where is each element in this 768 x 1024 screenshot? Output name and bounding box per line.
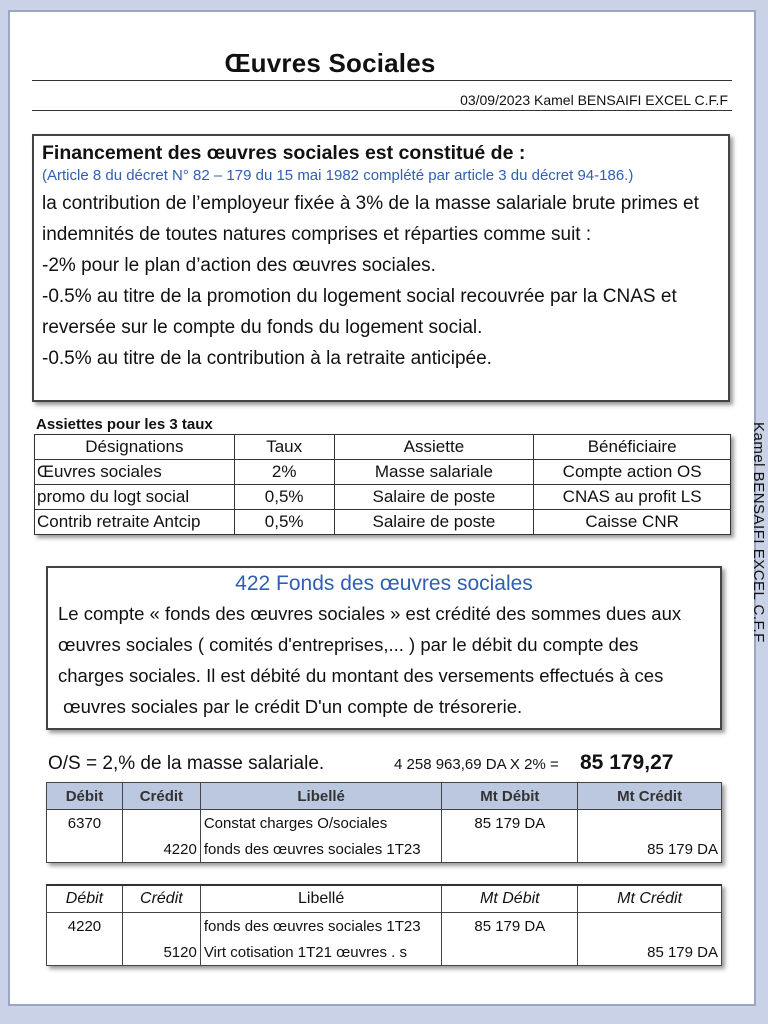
byline-rule xyxy=(32,110,732,111)
table-row xyxy=(35,485,731,510)
financement-line: -0.5% au titre de la contribution à la retraite anticipée. xyxy=(42,348,492,369)
financement-line: indemnités de toutes natures comprises et réparties comme suit : xyxy=(42,224,592,245)
table-cell: 4220 xyxy=(122,836,200,863)
table-cell: Masse salariale xyxy=(334,460,534,485)
financement-box xyxy=(32,134,730,402)
header-cell: Mt Crédit xyxy=(578,885,722,913)
byline: 03/09/2023 Kamel BENSAIFI EXCEL C.F.F xyxy=(460,92,728,108)
header-cell: Taux xyxy=(234,435,334,460)
table-cell: 2% xyxy=(234,460,334,485)
table-cell: Œuvres sociales xyxy=(35,460,235,485)
table-row xyxy=(47,810,722,837)
table-cell: promo du logt social xyxy=(35,485,235,510)
table-cell xyxy=(578,810,722,837)
table-cell xyxy=(47,939,123,966)
table-header-row xyxy=(35,435,731,460)
table-cell xyxy=(578,913,722,940)
table-header-row xyxy=(47,885,722,913)
table-cell: 85 179 DA xyxy=(442,810,578,837)
table-cell xyxy=(442,836,578,863)
table-header-row xyxy=(47,783,722,810)
header-cell: Mt Débit xyxy=(442,783,578,810)
ecriture-table-1 xyxy=(46,782,722,863)
ecriture-table-2 xyxy=(46,884,722,966)
header-cell: Mt Crédit xyxy=(578,783,722,810)
assiettes-caption: Assiettes pour les 3 taux xyxy=(36,416,213,433)
table-cell xyxy=(122,810,200,837)
fonds-line: Le compte « fonds des œuvres sociales » est crédité des sommes dues aux xyxy=(58,603,682,624)
header-cell: Crédit xyxy=(122,885,200,913)
fonds-line: œuvres sociales ( comités d'entreprises,... ) par le débit du compte des xyxy=(58,634,639,655)
table-row xyxy=(35,460,731,485)
assiettes-table xyxy=(34,434,731,535)
header-cell: Mt Débit xyxy=(442,885,578,913)
header-cell: Débit xyxy=(47,885,123,913)
table-row xyxy=(35,510,731,535)
table-cell: Salaire de poste xyxy=(334,510,534,535)
financement-heading: Financement des œuvres sociales est constitué de : xyxy=(42,142,526,164)
table-cell: Compte action OS xyxy=(534,460,731,485)
calc-result: 85 179,27 xyxy=(580,751,674,774)
calc-expression: 4 258 963,69 DA X 2% = xyxy=(394,756,559,773)
table-cell: fonds des œuvres sociales 1T23 xyxy=(200,836,442,863)
page-title: Œuvres Sociales xyxy=(224,48,436,78)
header-cell: Débit xyxy=(47,783,123,810)
table-cell xyxy=(122,913,200,940)
table-cell: 4220 xyxy=(47,913,123,940)
header-cell: Bénéficiaire xyxy=(534,435,731,460)
financement-line: reversée sur le compte du fonds du logement social. xyxy=(42,317,483,338)
table-cell: Caisse CNR xyxy=(534,510,731,535)
table-cell: 0,5% xyxy=(234,485,334,510)
table-cell: Constat charges O/sociales xyxy=(200,810,442,837)
header-cell: Assiette xyxy=(334,435,534,460)
table-row xyxy=(47,836,722,863)
table-row xyxy=(47,913,722,940)
title-rule xyxy=(32,80,732,81)
fonds-box xyxy=(46,566,722,730)
fonds-line: charges sociales. Il est débité du montant des versements effectués à ces xyxy=(58,665,664,686)
table-cell: 6370 xyxy=(47,810,123,837)
fonds-heading: 422 Fonds des œuvres sociales xyxy=(235,572,533,595)
table-cell: Virt cotisation 1T21 œuvres . s xyxy=(200,939,442,966)
financement-line: la contribution de l’employeur fixée à 3% de la masse salariale brute primes et xyxy=(42,193,699,214)
table-row xyxy=(47,939,722,966)
os-formula: O/S = 2,% de la masse salariale. xyxy=(48,753,325,774)
financement-line: -2% pour le plan d’action des œuvres sociales. xyxy=(42,255,436,276)
financement-reference: (Article 8 du décret N° 82 – 179 du 15 mai 1982 complété par article 3 du décret 94-186.) xyxy=(42,167,634,184)
header-cell: Libellé xyxy=(200,783,442,810)
table-cell xyxy=(442,939,578,966)
table-cell: CNAS au profit LS xyxy=(534,485,731,510)
header-cell: Libellé xyxy=(200,885,442,913)
table-cell: 85 179 DA xyxy=(442,913,578,940)
document-page xyxy=(8,10,767,1006)
table-cell: Contrib retraite Antcip xyxy=(35,510,235,535)
table-cell: fonds des œuvres sociales 1T23 xyxy=(200,913,442,940)
table-cell: 85 179 DA xyxy=(578,836,722,863)
fonds-line: œuvres sociales par le crédit D'un compte de trésorerie. xyxy=(58,696,523,717)
table-cell: Salaire de poste xyxy=(334,485,534,510)
table-cell: 0,5% xyxy=(234,510,334,535)
header-cell: Désignations xyxy=(35,435,235,460)
financement-line: -0.5% au titre de la promotion du logement social recouvrée par la CNAS et xyxy=(42,286,677,307)
table-cell: 5120 xyxy=(122,939,200,966)
table-cell: 85 179 DA xyxy=(578,939,722,966)
header-cell: Crédit xyxy=(122,783,200,810)
side-watermark-text: Kamel BENSAIFI EXCEL C.F.F xyxy=(750,422,767,643)
table-cell xyxy=(47,836,123,863)
